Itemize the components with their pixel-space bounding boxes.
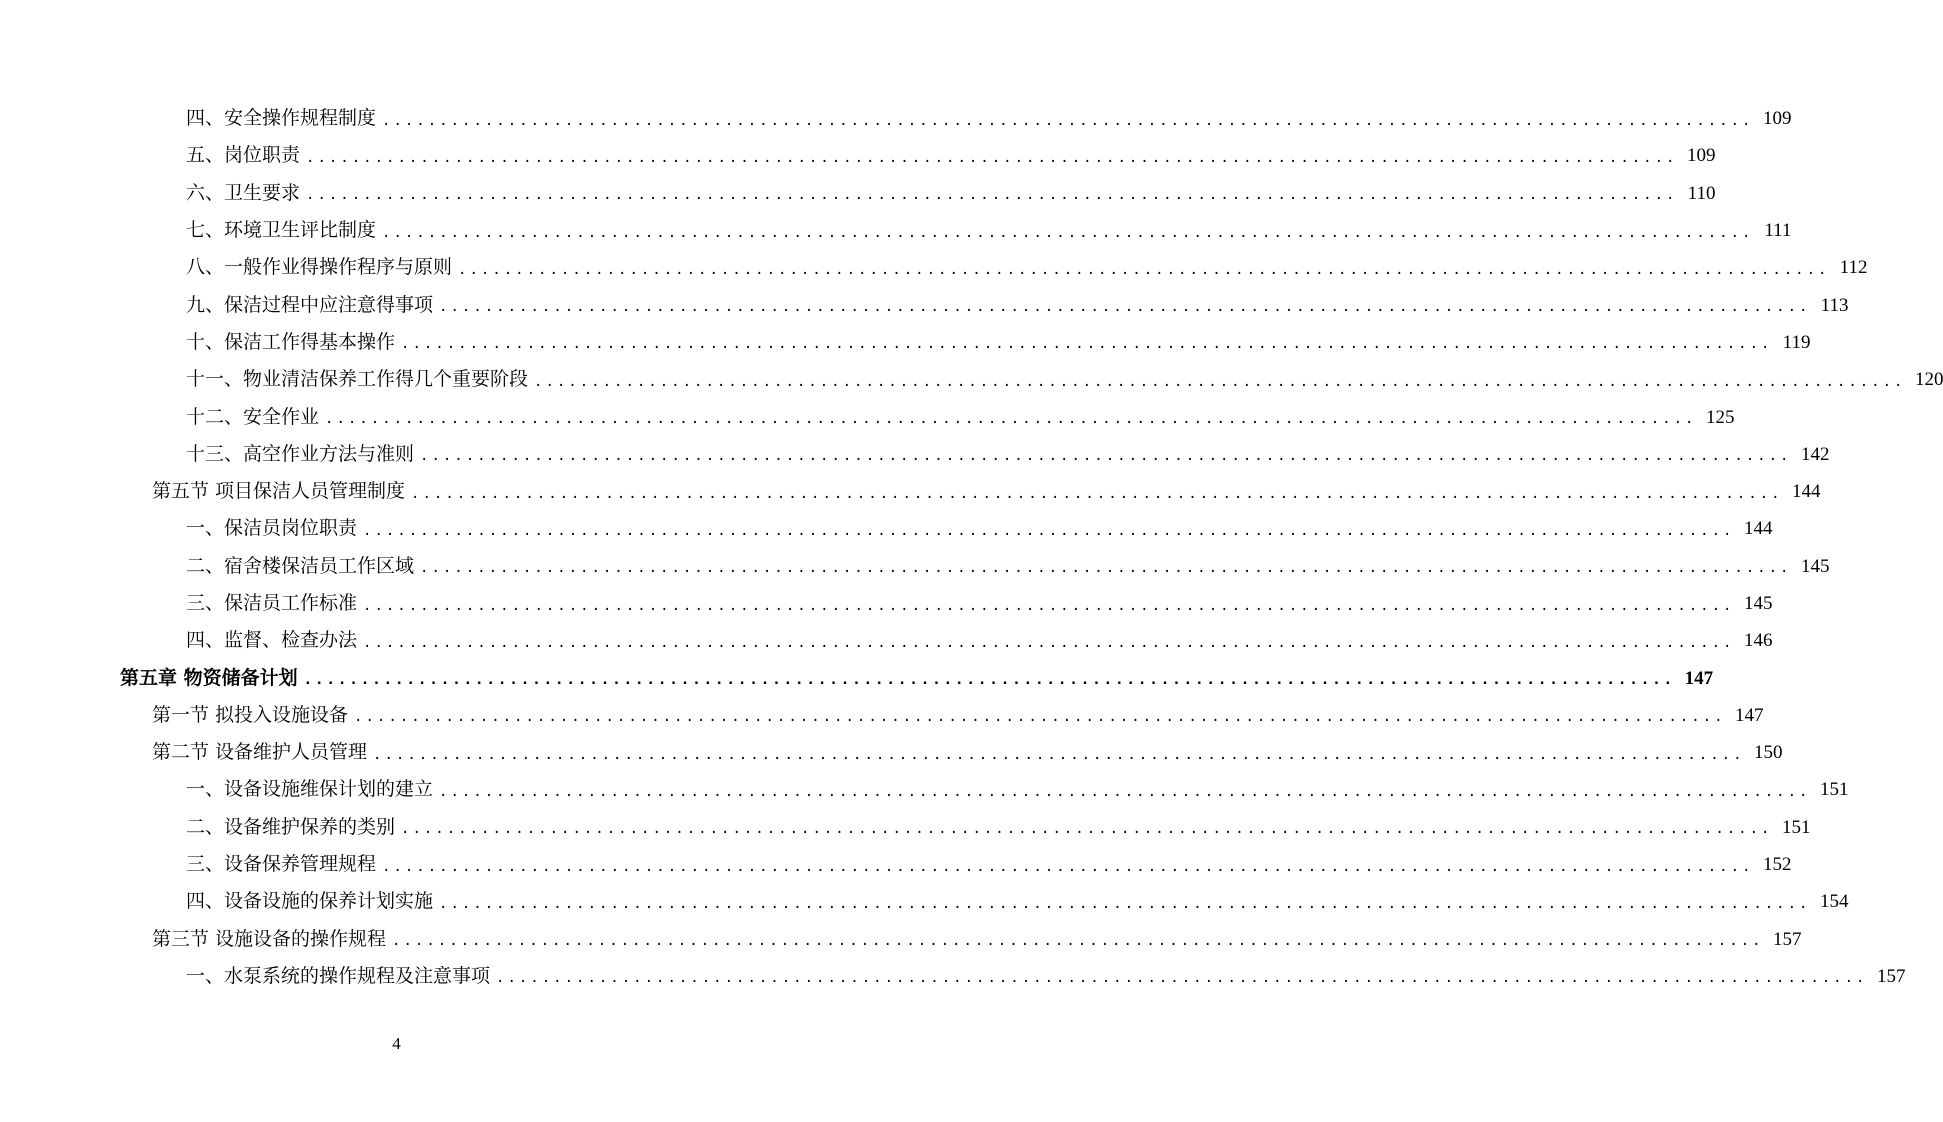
toc-subsection-entry[interactable]: [0, 286, 1849, 323]
toc-entry-title: 一、设备设施维保计划的建立: [186, 778, 434, 801]
toc-entry-title: 十一、物业清洁保养工作得几个重要阶段: [186, 368, 529, 391]
toc-entry-title: 一、保洁员岗位职责: [186, 517, 358, 540]
toc-entry-page: 145: [1800, 555, 1830, 577]
toc-dot-leader: ........................................................................................................................: [439, 299, 1811, 316]
toc-dot-leader: ........................................................................................................................: [306, 187, 1678, 204]
toc-dot-leader: ........................................................................................................................: [439, 783, 1811, 800]
toc-dot-leader: ........................................................................................................................: [363, 634, 1735, 651]
toc-section-entry[interactable]: [0, 473, 1821, 510]
toc-entry-title: 第三节 设施设备的操作规程: [152, 927, 387, 950]
toc-subsection-entry[interactable]: [0, 510, 1773, 547]
toc-dot-leader: ........................................................................................................................: [458, 261, 1830, 278]
toc-entry-page: 144: [1743, 518, 1773, 540]
toc-subsection-entry[interactable]: [0, 175, 1716, 212]
toc-entry-page: 142: [1800, 443, 1830, 465]
toc-entry-page: 157: [1773, 928, 1802, 950]
toc-entry-page: 145: [1743, 593, 1773, 614]
page-number: 4: [392, 1034, 401, 1053]
toc-entry-title: 二、设备维护保养的类别: [186, 815, 396, 838]
toc-subsection-entry[interactable]: [0, 585, 1773, 622]
toc-entry-page: 113: [1820, 294, 1849, 316]
toc-subsection-entry[interactable]: [0, 212, 1792, 249]
toc-entry-title: 八、一般作业得操作程序与原则: [186, 256, 453, 279]
toc-section-entry[interactable]: [0, 697, 1764, 734]
toc-dot-leader: ........................................................................................................................: [439, 895, 1811, 912]
toc-dot-leader: ........................................................................................................................: [382, 224, 1754, 241]
toc-subsection-entry[interactable]: [0, 958, 1906, 995]
toc-dot-leader: ........................................................................................................................: [382, 858, 1754, 875]
toc-subsection-entry[interactable]: [0, 548, 1830, 585]
toc-dot-leader: ........................................................................................................................: [496, 970, 1868, 987]
toc-dot-leader: ........................................................................................................................: [401, 336, 1773, 353]
toc-entry-title: 三、设备保养管理规程: [186, 853, 377, 876]
toc-subsection-entry[interactable]: [0, 137, 1716, 174]
toc-entry-title: 二、宿舍楼保洁员工作区域: [186, 554, 415, 577]
toc-subsection-entry[interactable]: [0, 771, 1849, 808]
toc-entry-page: 157: [1876, 965, 1906, 987]
toc-entry-page: 150: [1754, 742, 1783, 764]
toc-entry-title: 四、监督、检查办法: [186, 629, 358, 652]
table-of-contents: [0, 100, 1943, 995]
toc-entry-page: 109: [1686, 145, 1716, 167]
toc-dot-leader: ........................................................................................................................: [325, 411, 1697, 428]
toc-entry-page: 146: [1743, 630, 1773, 652]
toc-dot-leader: ........................................................................................................................: [363, 597, 1735, 614]
toc-entry-page: 111: [1764, 220, 1792, 242]
toc-dot-leader: ........................................................................................................................: [534, 373, 1906, 390]
toc-entry-page: 125: [1705, 406, 1735, 428]
toc-entry-title: 第二节 设备维护人员管理: [152, 741, 368, 764]
toc-subsection-entry[interactable]: [0, 324, 1811, 361]
toc-entry-title: 三、保洁员工作标准: [186, 592, 358, 614]
toc-subsection-entry[interactable]: [0, 249, 1868, 286]
toc-entry-title: 四、安全操作规程制度: [186, 107, 377, 130]
toc-entry-page: 154: [1819, 891, 1849, 913]
toc-subsection-entry[interactable]: [0, 622, 1773, 659]
toc-dot-leader: ........................................................................................................................: [382, 112, 1754, 129]
toc-entry-title: 一、水泵系统的操作规程及注意事项: [186, 964, 491, 987]
toc-entry-title: 七、环境卫生评比制度: [186, 219, 377, 242]
toc-entry-title: 九、保洁过程中应注意得事项: [186, 293, 434, 316]
toc-entry-title: 六、卫生要求: [186, 181, 301, 204]
toc-dot-leader: ........................................................................................................................: [392, 933, 1764, 950]
toc-dot-leader: ........................................................................................................................: [306, 149, 1678, 166]
toc-subsection-entry[interactable]: [0, 398, 1735, 435]
toc-dot-leader: ........................................................................................................................: [363, 522, 1735, 539]
toc-dot-leader: ........................................................................................................................: [303, 672, 1676, 689]
toc-entry-title: 第一节 拟投入设施设备: [152, 703, 349, 726]
toc-entry-page: 144: [1792, 481, 1821, 503]
toc-dot-leader: ........................................................................................................................: [354, 709, 1726, 726]
toc-entry-page: 120: [1914, 369, 1943, 391]
toc-entry-page: 112: [1839, 257, 1868, 279]
toc-subsection-entry[interactable]: [0, 883, 1849, 920]
toc-subsection-entry[interactable]: [0, 436, 1830, 473]
toc-entry-page: 151: [1819, 779, 1849, 801]
toc-entry-title: 十三、高空作业方法与准则: [186, 442, 415, 465]
toc-chapter-entry[interactable]: [0, 659, 1714, 696]
toc-entry-title: 四、设备设施的保养计划实施: [186, 890, 434, 913]
toc-entry-page: 147: [1735, 704, 1764, 726]
toc-entry-title: 第五节 项目保洁人员管理制度: [152, 480, 406, 503]
toc-section-entry[interactable]: [0, 921, 1802, 958]
toc-subsection-entry[interactable]: [0, 809, 1811, 846]
toc-subsection-entry[interactable]: [0, 100, 1792, 137]
toc-entry-page: 109: [1762, 108, 1792, 130]
toc-entry-title: 十、保洁工作得基本操作: [186, 330, 396, 353]
toc-entry-page: 119: [1782, 331, 1811, 353]
toc-dot-leader: ........................................................................................................................: [420, 560, 1792, 577]
toc-entry-page: 151: [1781, 816, 1811, 838]
toc-subsection-entry[interactable]: [0, 361, 1943, 398]
toc-dot-leader: ........................................................................................................................: [411, 485, 1783, 502]
toc-section-entry[interactable]: [0, 734, 1783, 771]
toc-entry-page: 110: [1687, 182, 1716, 204]
toc-dot-leader: ........................................................................................................................: [373, 746, 1745, 763]
toc-dot-leader: ........................................................................................................................: [420, 448, 1792, 465]
toc-entry-title: 五、岗位职责: [186, 144, 301, 167]
toc-entry-title: 十二、安全作业: [186, 405, 320, 428]
toc-entry-page: 152: [1762, 854, 1792, 876]
toc-entry-title: 第五章 物资储备计划: [120, 666, 298, 689]
toc-entry-page: 147: [1684, 667, 1714, 689]
toc-dot-leader: ........................................................................................................................: [401, 821, 1773, 838]
toc-subsection-entry[interactable]: [0, 846, 1792, 883]
